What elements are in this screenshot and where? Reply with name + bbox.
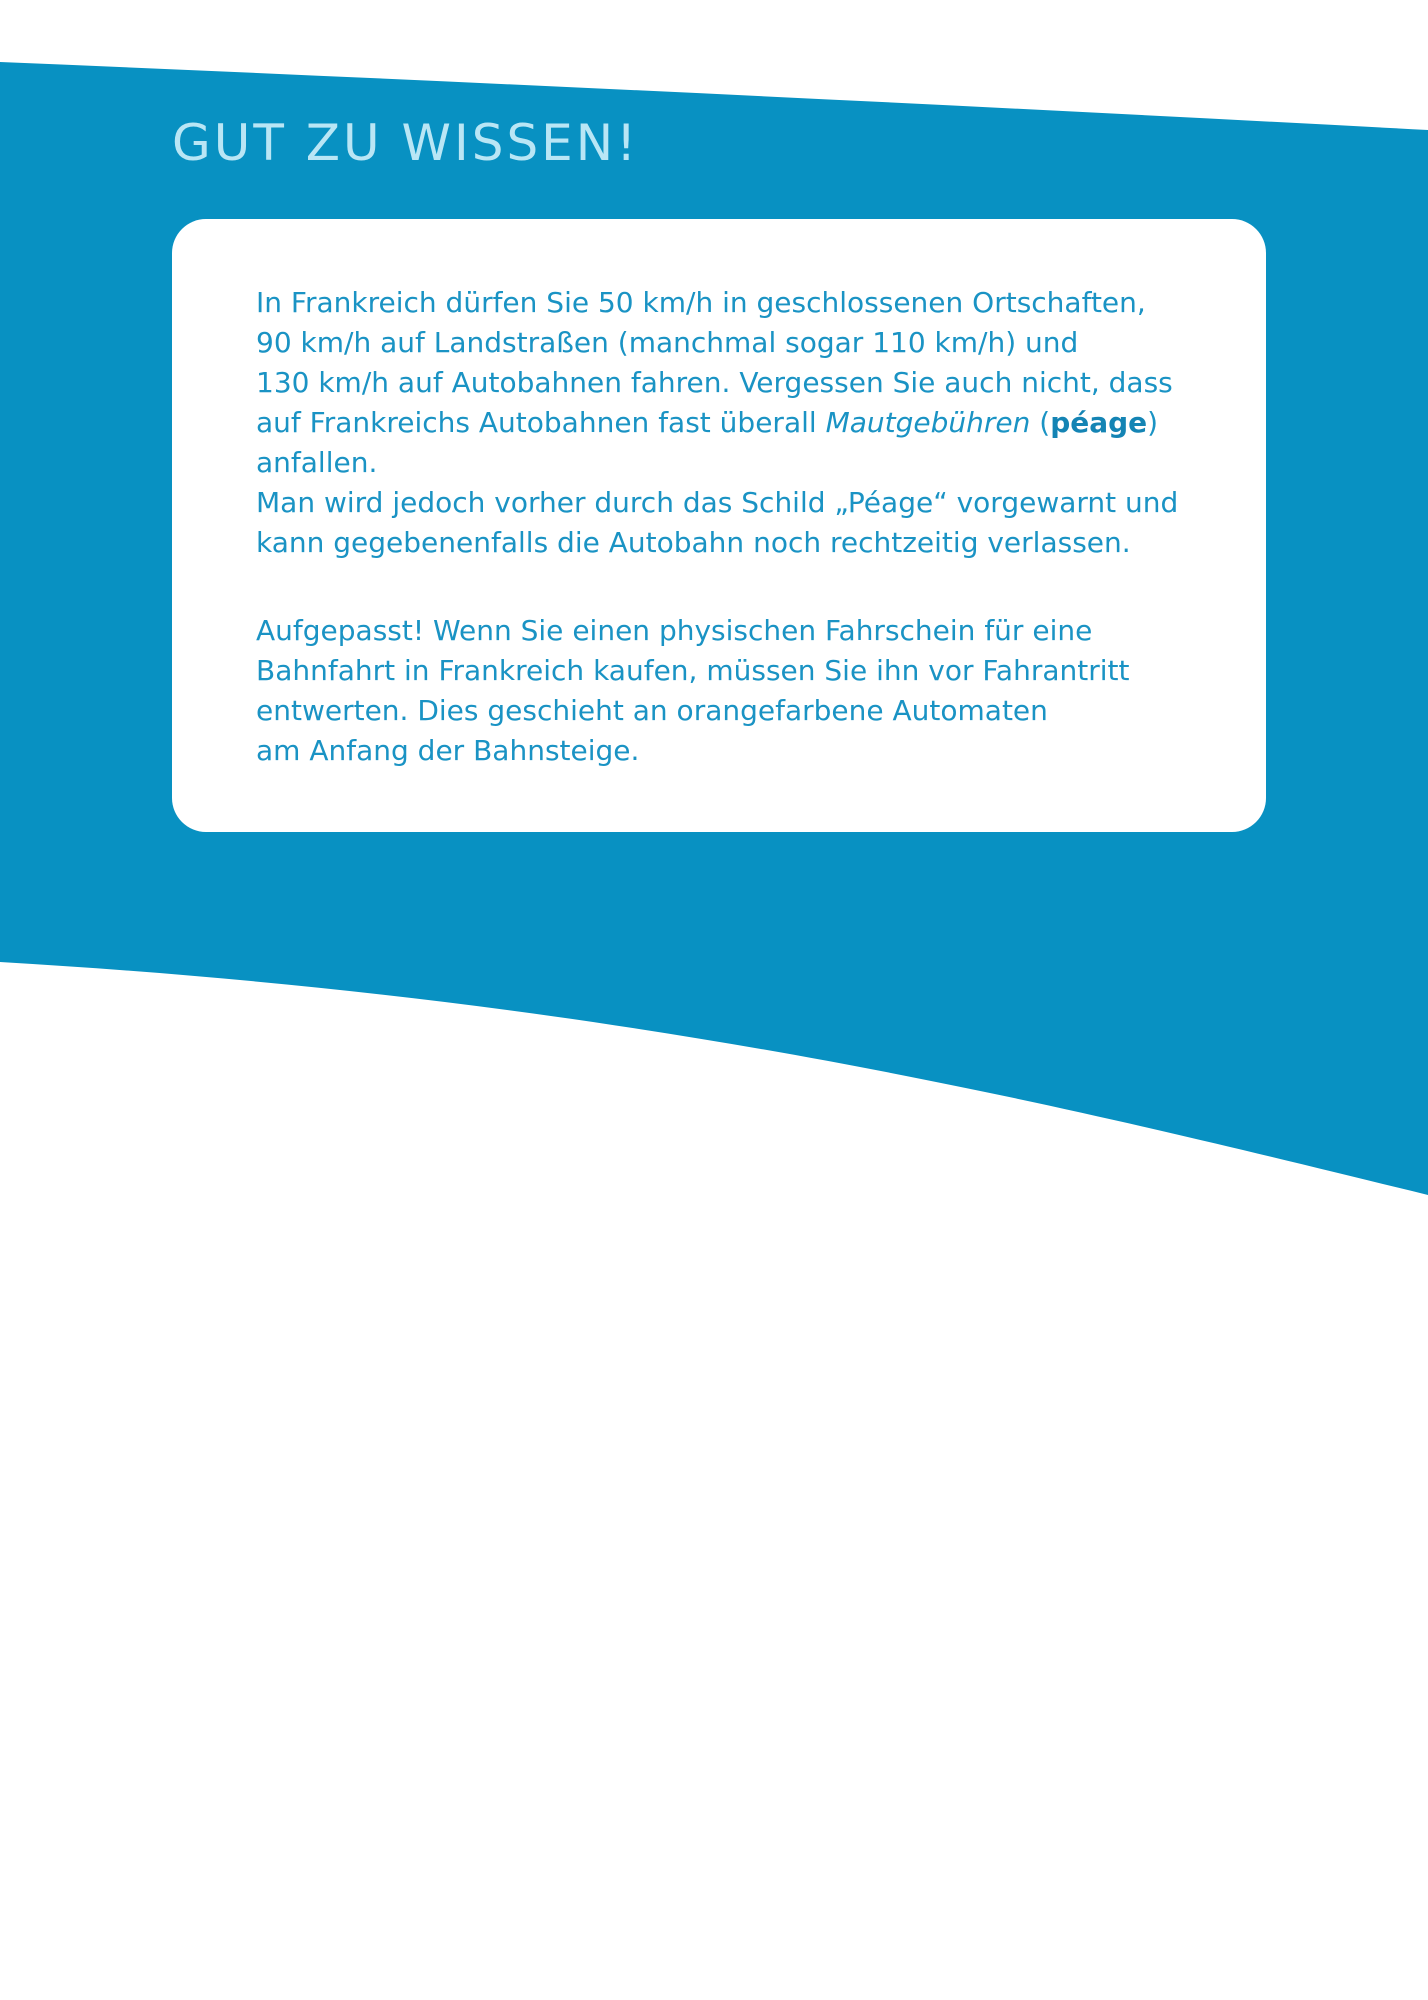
text-line: In Frankreich dürfen Sie 50 km/h in geschlossenen Ortschaften, [256,286,1146,319]
text-segment: ) [1147,406,1159,439]
text-line: Aufgepasst! Wenn Sie einen physischen Fahrschein für eine [256,614,1093,647]
text-line: 90 km/h auf Landstraßen (manchmal sogar 110 km/h) und [256,326,1079,359]
text-line: entwerten. Dies geschieht an orangefarbene Automaten [256,694,1048,727]
text-line: Bahnfahrt in Frankreich kaufen, müssen Sie ihn vor Fahrantritt [256,654,1130,687]
text-line-toll [256,403,1206,443]
italic-term-toll: Mautgebühren [825,406,1031,439]
info-card [172,219,1266,832]
text-line: Man wird jedoch vorher durch das Schild „Péage“ vorgewarnt und [256,486,1179,519]
bold-term-peage: péage [1050,406,1148,439]
speed-limits-paragraph [256,283,1206,563]
text-line: am Anfang der Bahnsteige. [256,734,640,767]
text-segment: auf Frankreichs Autobahnen fast überall [256,406,826,439]
text-segment: ( [1030,406,1051,439]
train-ticket-paragraph [256,611,1206,771]
text-line: kann gegebenenfalls die Autobahn noch rechtzeitig verlassen. [256,526,1131,559]
text-line: anfallen. [256,446,378,479]
page-title: GUT ZU WISSEN! [172,114,640,172]
text-line: 130 km/h auf Autobahnen fahren. Vergessen Sie auch nicht, dass [256,366,1173,399]
